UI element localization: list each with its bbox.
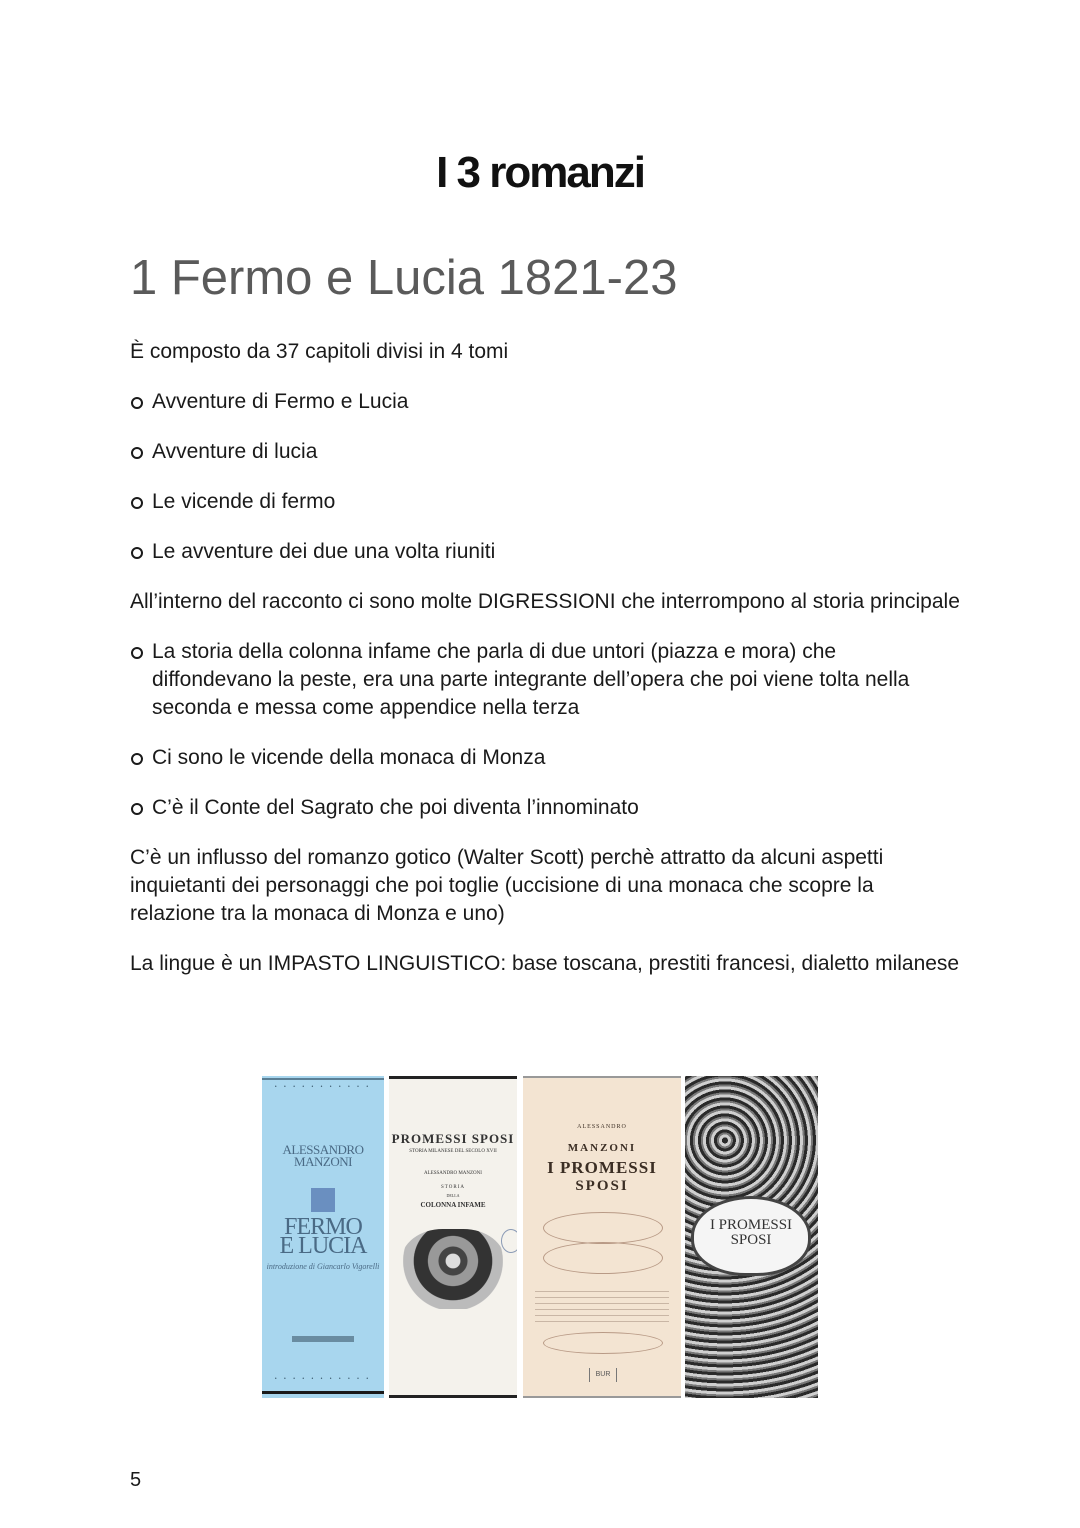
book-covers-image [262,1076,818,1398]
cover-title [691,1218,811,1248]
cover-title: I PROMESSI [547,1158,657,1177]
page-title: I 3 romanzi [436,148,644,197]
divider [262,1391,384,1394]
cover-author: ALESSANDRO MANZONI [282,1142,364,1169]
cover-text: DELLA [446,1193,460,1198]
engraving-illustration-icon [401,1229,505,1309]
cover-promessi-sposi-baroque [685,1076,818,1398]
lingua-paragraph: La lingue è un IMPASTO LINGUISTICO: base toscana, prestiti francesi, dialetto milanese [130,952,960,975]
publisher-logo: BUR [589,1368,617,1382]
circle-bullet-icon [131,647,143,659]
cover-text: STORIA MILANESE DEL SECOLO XVII [409,1149,497,1154]
emblem-icon [311,1188,335,1212]
cover-title-line: SPOSI [730,1232,772,1248]
circle-bullet-icon [131,497,143,509]
list-item-text: Le vicende di fermo [152,490,336,513]
publisher-logo-icon [292,1336,354,1342]
cover-title [262,1214,384,1259]
circle-bullet-icon [131,753,143,765]
list-item [130,388,960,416]
divider [262,1078,384,1080]
list-item-text: C’è il Conte del Sagrato che poi diventa l’innominato [152,796,639,819]
cover-subtitle: introduzione di Giancarlo Vigorelli [266,1262,380,1271]
library-stamp-icon [501,1229,517,1253]
cover-author-last: MANZONI [567,1142,637,1154]
digressioni-paragraph: All’interno del racconto ci sono molte DIGRESSIONI che interrompono al storia principale [130,590,960,613]
cover-text: ALESSANDRO MANZONI [424,1171,482,1176]
circle-bullet-icon [131,803,143,815]
cover-title-line: E LUCIA [279,1233,367,1259]
list-item [130,488,960,516]
cover-promessi-sposi-bur [523,1076,681,1398]
list-item [130,538,960,566]
cover-text: STORIA [441,1185,465,1190]
circle-bullet-icon [131,547,143,559]
cover-title: SPOSI [575,1178,629,1194]
list-item-text: Avventure di lucia [152,440,318,463]
cover-title-line: FERMO [284,1214,362,1240]
list-item-text: Avventure di Fermo e Lucia [152,390,409,413]
list-item [130,438,960,466]
intro-paragraph: È composto da 37 capitoli divisi in 4 tomi [130,340,509,363]
gotico-paragraph: C’è un influsso del romanzo gotico (Walter Scott) perchè attratto da alcuni aspetti inquietanti dei personaggi che poi toglie (uccisione di una monaca che scopre la relazione tra la monaca di Monza e uno) [130,846,884,925]
list-item-text: Le avventure dei due una volta riuniti [152,540,496,563]
list-item [130,638,960,722]
list-item-text: Ci sono le vicende della monaca di Monza [152,746,546,769]
section-title: 1 Fermo e Lucia 1821-23 [130,251,678,305]
document-body [130,338,960,1000]
cover-author-first: ALESSANDRO [577,1124,627,1130]
cover-promessi-sposi-antique [389,1076,517,1398]
list-item-text: La storia della colonna infame che parla di due untori (piazza e mora) che diffondevano la peste, era una parte integrante dell’opera che poi viene tolta nella seconda e messa come appendice nella terza [152,640,910,719]
ornament-icon [543,1332,663,1354]
page-number: 5 [130,1469,142,1491]
cover-text: COLONNA INFAME [420,1201,486,1209]
list-item [130,794,960,822]
cover-blurb [535,1286,669,1326]
circle-bullet-icon [131,447,143,459]
circle-bullet-icon [131,397,143,409]
cover-fermo-e-lucia [262,1076,384,1398]
cover-title-line: I PROMESSI [709,1217,793,1233]
list-item [130,744,960,772]
cover-series-bottom: • • • • • • • • • • • [274,1376,372,1382]
ornament-icon [543,1242,663,1274]
cover-title: PROMESSI SPOSI [391,1131,515,1146]
cover-series-top: • • • • • • • • • • • [274,1084,372,1090]
ornament-icon [543,1212,663,1244]
